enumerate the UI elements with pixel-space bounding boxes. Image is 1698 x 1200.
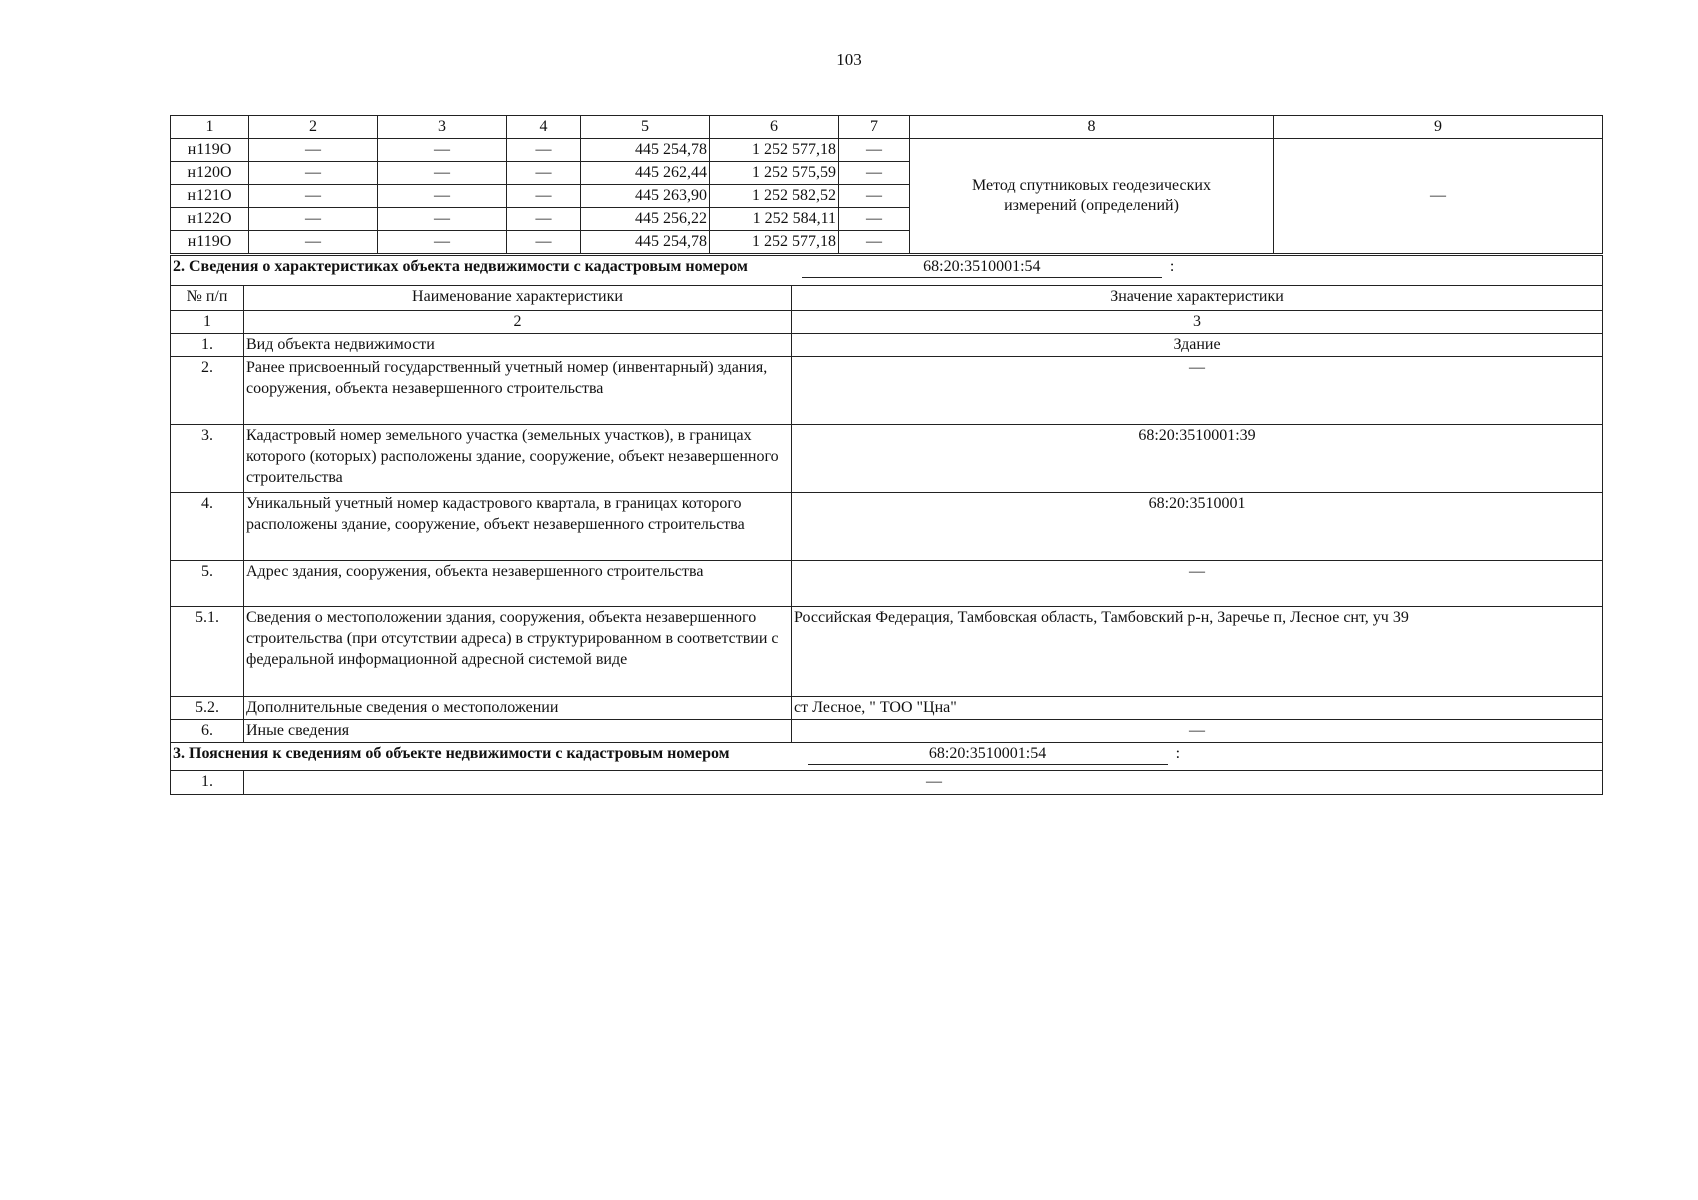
point-name: н122О xyxy=(171,208,249,231)
section2-index-row xyxy=(171,311,1603,334)
characteristic-value: — xyxy=(792,720,1603,743)
method-text: Метод спутниковых геодезических измерений (определений) xyxy=(972,177,1211,214)
cell-empty: — xyxy=(507,162,581,185)
characteristic-value: — xyxy=(792,561,1603,607)
cell-empty: — xyxy=(378,231,507,254)
table-row xyxy=(171,607,1603,697)
section2-title-row xyxy=(171,256,1603,286)
cell-empty: — xyxy=(378,185,507,208)
section3-cadastral-number: 68:20:3510001:54 xyxy=(808,744,1168,765)
cell-empty: — xyxy=(507,139,581,162)
index-3: 3 xyxy=(792,311,1603,334)
cell-empty: — xyxy=(249,162,378,185)
cell-empty: — xyxy=(378,208,507,231)
cell-empty: — xyxy=(839,231,910,254)
characteristic-value: 68:20:3510001 xyxy=(792,493,1603,561)
table-row xyxy=(171,720,1603,743)
table-row xyxy=(171,561,1603,607)
characteristic-value: Здание xyxy=(792,334,1603,357)
coord-y: 1 252 575,59 xyxy=(710,162,839,185)
cell-empty: — xyxy=(839,208,910,231)
section2-title: 2. Сведения о характеристиках объекта недвижимости с кадастровым номером xyxy=(173,258,748,275)
coord-y: 1 252 582,52 xyxy=(710,185,839,208)
row-number: 2. xyxy=(171,357,244,425)
cell-empty: — xyxy=(507,185,581,208)
characteristic-value: Российская Федерация, Тамбовская область, Тамбовский р-н, Заречье п, Лесное снт, уч 39 xyxy=(792,607,1603,697)
characteristic-value: ст Лесное, " ТОО "Цна" xyxy=(792,697,1603,720)
table-row xyxy=(171,493,1603,561)
header-col-9: 9 xyxy=(1274,116,1603,139)
header-col-8: 8 xyxy=(910,116,1274,139)
section2-cadastral-number: 68:20:3510001:54 xyxy=(802,257,1162,278)
point-name: н120О xyxy=(171,162,249,185)
col9-cell: — xyxy=(1274,139,1603,254)
coord-x: 445 263,90 xyxy=(581,185,710,208)
row-number: 1. xyxy=(171,334,244,357)
coord-x: 445 254,78 xyxy=(581,139,710,162)
cell-empty: — xyxy=(378,162,507,185)
coord-x: 445 256,22 xyxy=(581,208,710,231)
coordinates-header-row xyxy=(171,116,1603,139)
header-value: Значение характеристики xyxy=(792,286,1603,311)
header-col-6: 6 xyxy=(710,116,839,139)
point-name: н121О xyxy=(171,185,249,208)
header-col-1: 1 xyxy=(171,116,249,139)
header-col-4: 4 xyxy=(507,116,581,139)
header-number: № п/п xyxy=(171,286,244,311)
characteristics-table xyxy=(170,255,1603,795)
section2-colon: : xyxy=(1169,258,1175,275)
header-col-7: 7 xyxy=(839,116,910,139)
cell-empty: — xyxy=(839,139,910,162)
table-row xyxy=(171,697,1603,720)
index-2: 2 xyxy=(244,311,792,334)
index-1: 1 xyxy=(171,311,244,334)
section3-title-cell xyxy=(171,743,1603,771)
section3-title: 3. Пояснения к сведениям об объекте недвижимости с кадастровым номером xyxy=(173,745,730,762)
header-col-3: 3 xyxy=(378,116,507,139)
method-cell xyxy=(910,139,1274,254)
characteristic-value: — xyxy=(792,357,1603,425)
cell-empty: — xyxy=(378,139,507,162)
row-number: 3. xyxy=(171,425,244,493)
coord-x: 445 262,44 xyxy=(581,162,710,185)
coord-y: 1 252 584,11 xyxy=(710,208,839,231)
coordinates-table xyxy=(170,115,1603,254)
characteristic-name: Ранее присвоенный государственный учетный номер (инвентарный) здания, сооружения, объекта незавершенного строительства xyxy=(244,357,792,425)
section3-colon: : xyxy=(1175,745,1181,762)
explanation-value: — xyxy=(926,773,942,790)
characteristic-name: Адрес здания, сооружения, объекта незавершенного строительства xyxy=(244,561,792,607)
table-row xyxy=(171,139,1603,162)
characteristic-name: Вид объекта недвижимости xyxy=(244,334,792,357)
cell-empty: — xyxy=(249,139,378,162)
section2-title-cell xyxy=(171,256,1603,286)
table-row xyxy=(171,334,1603,357)
cell-empty: — xyxy=(507,208,581,231)
row-number: 1. xyxy=(171,771,244,795)
row-number: 5. xyxy=(171,561,244,607)
point-name: н119О xyxy=(171,139,249,162)
cell-empty: — xyxy=(249,231,378,254)
characteristic-name: Иные сведения xyxy=(244,720,792,743)
point-name: н119О xyxy=(171,231,249,254)
row-number: 6. xyxy=(171,720,244,743)
coord-y: 1 252 577,18 xyxy=(710,231,839,254)
coord-y: 1 252 577,18 xyxy=(710,139,839,162)
row-number: 5.1. xyxy=(171,607,244,697)
section2-header-row xyxy=(171,286,1603,311)
table-row xyxy=(171,771,1603,795)
characteristic-name: Уникальный учетный номер кадастрового квартала, в границах которого расположены здание, сооружение, объект незавершенного строительства xyxy=(244,493,792,561)
characteristic-value: 68:20:3510001:39 xyxy=(792,425,1603,493)
cell-empty: — xyxy=(507,231,581,254)
explanation-cell xyxy=(244,771,1603,795)
header-name: Наименование характеристики xyxy=(244,286,792,311)
table-row xyxy=(171,357,1603,425)
cell-empty: — xyxy=(839,185,910,208)
cell-empty: — xyxy=(249,185,378,208)
row-number: 5.2. xyxy=(171,697,244,720)
characteristic-name: Кадастровый номер земельного участка (земельных участков), в границах которого (которых) расположены здание, сооружение, объект незавершенного строительства xyxy=(244,425,792,493)
characteristic-name: Дополнительные сведения о местоположении xyxy=(244,697,792,720)
header-col-2: 2 xyxy=(249,116,378,139)
table-row xyxy=(171,425,1603,493)
page-number: 103 xyxy=(836,50,862,69)
cell-empty: — xyxy=(249,208,378,231)
coord-x: 445 254,78 xyxy=(581,231,710,254)
cell-empty: — xyxy=(839,162,910,185)
header-col-5: 5 xyxy=(581,116,710,139)
row-number: 4. xyxy=(171,493,244,561)
section3-title-row xyxy=(171,743,1603,771)
characteristic-name: Сведения о местоположении здания, сооружения, объекта незавершенного строительства (при отсутствии адреса) в структурированном в соответствии с федеральной информационной адресной системой виде xyxy=(244,607,792,697)
